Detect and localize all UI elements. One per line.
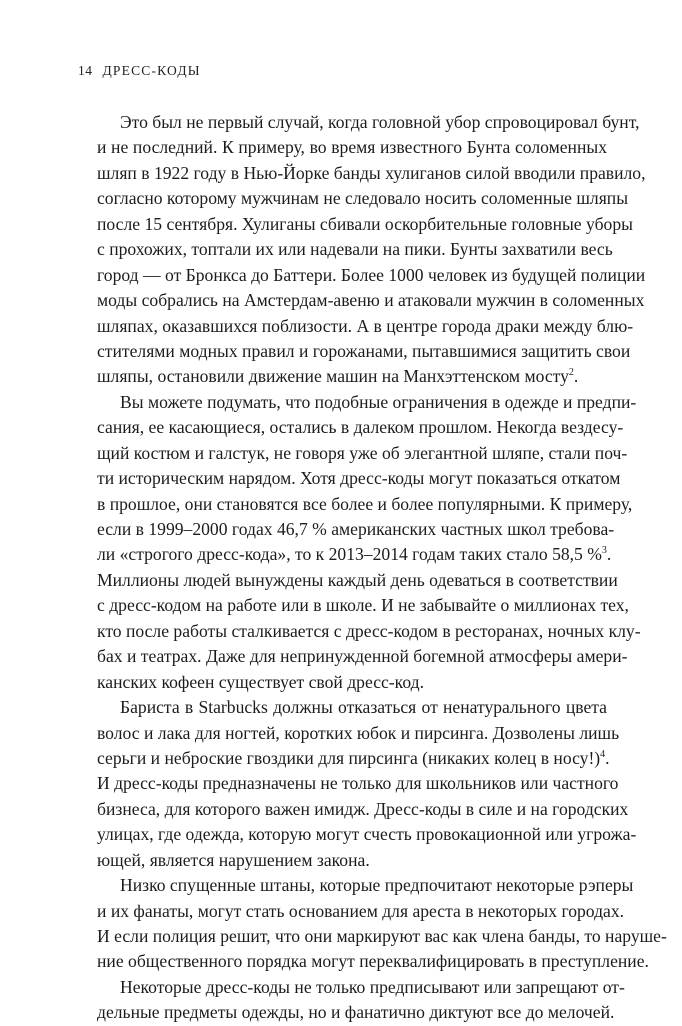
text-line [97,593,629,618]
line-text: шляпы, остановили движение машин на Манхэттенском мосту [97,366,569,387]
line-text: Миллионы людей вынуждены каждый день одеваться в соответствии [97,569,618,590]
text-line [97,263,646,288]
line-text: шляпах, оказавшихся поблизости. А в центре города драки между блю- [97,315,634,336]
line-end-punct: . [573,366,579,387]
line-text: И дресс-коды предназначены не только для школьников или частного [97,773,619,794]
text-line [97,517,615,542]
line-text: Некоторые дресс-коды не только предписывают или запрещают от- [120,976,625,997]
line-text: с дресс-кодом на работе или в школе. И не забывайте о миллионах тех, [97,595,629,616]
text-line [97,822,637,847]
line-text: и не последний. К примеру, во время известного Бунта соломенных [97,137,607,158]
line-end-punct: . [606,544,612,565]
text-line [97,949,649,974]
line-text: бах и театрах. Даже для непринужденной богемной атмосферы амери- [97,646,628,667]
body-text [97,110,667,1026]
text-line [97,568,618,593]
line-end-punct: . [605,747,610,768]
text-line [97,415,624,440]
text-line [97,237,613,262]
line-text: Низко спущенные штаны, которые предпочитают некоторые рэперы [120,875,634,896]
text-line [97,899,625,924]
line-text: с прохожих, топтали их или надевали на пики. Бунты захватили весь [97,239,613,260]
text-line [97,339,631,364]
footnote-ref: 3 [601,545,607,557]
footnote-ref: 4 [600,749,606,761]
text-line [97,1000,615,1025]
text-line [97,746,610,771]
line-text: согласно которому мужчинам не следовало носить соломенные шляпы [97,188,629,209]
text-line [97,644,628,669]
line-text: ти историческим нарядом. Хотя дресс-коды могут показаться откатом [97,468,621,489]
line-text: И если полиция решит, что они маркируют вас как члена банды, то наруше- [97,926,667,946]
line-text: после 15 сентября. Хулиганы сбивали оскорбительные головные уборы [97,213,633,234]
text-line [97,441,628,466]
line-text: ли «строгого дресс-кода», то к 2013–2014 годам таких стало 58,5 % [97,544,602,565]
text-line [97,797,629,822]
line-text: волос и лака для ногтей, коротких юбок и пирсинга. Дозволены лишь [97,722,620,743]
line-text: дельные предметы одежды, но и фанатично диктуют все до мелочей. [97,1002,615,1023]
line-text: город — от Бронкса до Баттери. Более 1000 человек из будущей полиции [97,264,646,285]
line-text: стителями модных правил и горожанами, пытавшимися защитить свои [97,340,631,361]
line-text: шляп в 1922 году в Нью-Йорке банды хулиганов силой вводили правило, [97,162,646,183]
line-text: ющей, является нарушением закона. [97,849,370,870]
text-line [97,288,645,313]
line-text: ние общественного порядка могут переквалифицировать в преступление. [97,951,649,972]
paragraph-first-line [97,975,625,1000]
line-text: улицах, где одежда, которую могут счесть провокационной или угрожа- [97,824,637,845]
line-text: кто после работы сталкивается с дресс-кодом в ресторанах, ночных клу- [97,620,641,641]
running-head [78,63,201,79]
text-line [97,848,607,873]
text-line [97,212,633,237]
line-text: в прошлое, они становятся все более и более популярными. К примеру, [97,493,633,514]
text-line [97,542,612,567]
footnote-ref: 2 [568,367,574,379]
text-line [97,466,621,491]
line-text: сания, ее касающиеся, остались в далеком прошлом. Некогда вездесу- [97,417,624,438]
text-line [97,186,629,211]
line-text: серьги и неброские гвоздики для пирсинга (никаких колец в носу!) [97,747,601,768]
text-line [97,619,641,644]
line-text: Это был не первый случай, когда головной убор спровоцировал бунт, [120,112,640,132]
text-line [97,670,607,695]
text-line [97,161,646,186]
paragraph-first-line [97,695,607,720]
text-line [97,135,607,160]
paragraph-first-line [97,110,640,135]
text-line [97,924,667,949]
line-text: щий костюм и галстук, не говоря уже об элегантной шляпе, стали поч- [97,442,628,463]
line-text: и их фанаты, могут стать основанием для ареста в некоторых городах. [97,900,625,921]
text-line [97,721,620,746]
line-text: Вы можете подумать, что подобные ограничения в одежде и предпи- [120,391,637,412]
paragraph-first-line [97,390,637,415]
text-line [97,364,607,389]
text-line [97,771,619,796]
line-text: Бариста в Starbucks должны отказаться от ненатурального цвета [120,697,607,718]
chapter-title: ДРЕСС-КОДЫ [102,63,201,78]
line-text: если в 1999–2000 годах 46,7 % американских частных школ требова- [97,519,615,539]
line-text: моды собрались на Амстердам-авеню и атаковали мужчин в соломенных [97,290,645,311]
line-text: канских кофеен существует свой дресс-код. [97,671,424,692]
page-number: 14 [78,63,93,78]
paragraph-first-line [97,873,634,898]
line-text: бизнеса, для которого важен имидж. Дресс-коды в силе и на городских [97,798,629,819]
text-line [97,492,633,517]
text-line [97,314,634,339]
